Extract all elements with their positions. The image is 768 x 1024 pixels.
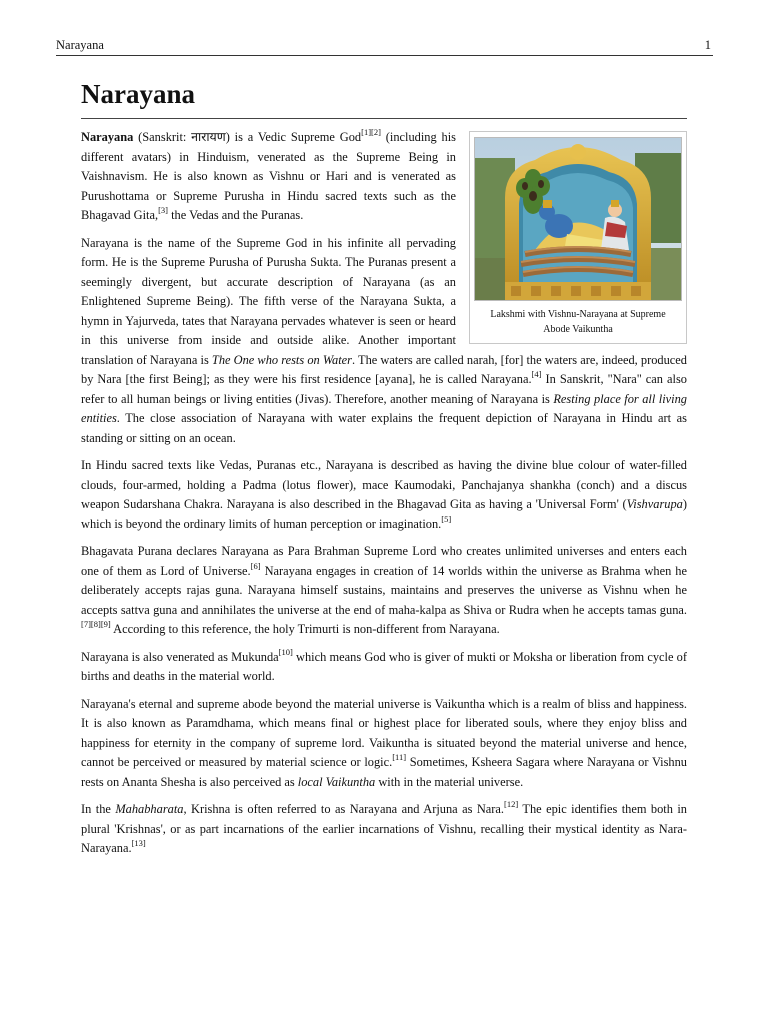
title-divider [81,118,687,119]
text-run: Bhagavata Purana declares Narayana as Para Brahman Supreme Lord who creates unlimited universes and enters each one of them as Lord of Universe. [81,544,687,578]
citation-ref[interactable]: [6] [250,560,261,571]
text-run: Sometimes, Ksheera Sagara where Narayana or Vishnu rests on Ananta Shesha is also perceived as [81,755,687,789]
citation-ref[interactable]: [5] [441,513,452,524]
article-body [81,128,687,867]
text-run: the Vedas and the Puranas. [168,208,304,222]
citation-ref[interactable]: [4] [531,369,542,379]
running-header-title: Narayana [56,38,104,52]
italic-term: Vishvarupa [626,497,683,511]
figure-caption: Lakshmi with Vishnu-Narayana at Supreme Abode Vaikuntha [490,309,666,335]
paragraph [81,800,687,859]
text-run: Narayana's eternal and supreme abode beyond the material universe is Vaikuntha which is a realm of bliss and happiness. It is also known as Paramdhama, which means final or highest place for liberated souls, where they enjoy bliss and happiness for eternity in the company of supreme lord. Vaikuntha is situated beyond the material universe and hence, cannot be perceived or measured by material science or logic. [81,696,687,769]
text-run: (Sanskrit: [133,130,192,144]
citation-ref[interactable]: [7][8][9] [81,619,111,629]
text-run: . The waters are called narah, [for] the waters are, indeed, produced by Nara [the first Being]; as they were his first residence [ayana], he is called Narayana. [81,352,687,386]
text-run: (including his different avatars) in Hinduism, venerated as the Supreme Being in Vaishnavism. He is also known as Vishnu or Hari and is venerated as Purushottama or Supreme Purusha in Hindu sacred texts such as the Bhagavad Gita, [81,130,456,222]
text-run: The epic identifies them both in plural 'Krishnas', or as part incarnations of the earlier incarnations of Vishnu, recalling their mystical identity as Nara-Narayana. [81,802,688,855]
italic-term: Mahabharata [115,802,184,816]
figure-box [469,131,687,344]
text-run: नारायण [191,130,226,144]
text-run: In Hindu sacred texts like Vedas, Puranas etc., Narayana is described as having the divine blue colour of water-filled clouds, four-armed, holding a Padma (lotus flower), mace Kaumodaki, Panchajanya shankha (conch) and a discus weapon Sudarshana Chakra. Narayana is also described in the Bhagavad Gita as having a 'Universal Form' ( [81,458,687,511]
citation-ref[interactable]: [11] [392,752,407,762]
text-run: In the [81,802,116,816]
text-run: which means God who is giver of mukti or Moksha or liberation from cycle of births and deaths in the material world. [81,649,687,683]
citation-ref[interactable]: [10] [278,646,293,657]
text-run: Narayana engages in creation of 14 worlds within the universe as Brahma when he deliberately accepts rajas guna. Narayana himself sustains, maintains and preserves the universe as Vishnu when he accepts sattva guna and annihilates the universe at the end of maha-kalpa as Shiva or Rudra when he accepts tamas guna. [81,563,687,617]
paragraph [81,648,687,687]
text-run: Narayana is the name of the Supreme God in his infinite all pervading form. He is the Supreme Purusha of Purusha Sukta. The Puranas present a seemingly divergent, but accurate description of Narayana (as an Enlightened Supreme Being). The fifth verse of the Narayana Sukta, a hymn in Yajurveda, tates that Narayana pervades whatever is seen or heard in this universe from inside and outside alike. Another important translation of Narayana is [81,235,456,367]
citation-ref[interactable]: [3] [158,205,168,215]
paragraph [81,456,687,534]
text-run: with in the material universe. [375,774,524,789]
temple-sculpture-image [474,137,682,301]
citation-ref[interactable]: [1][2] [361,127,381,137]
bold-term: Narayana [81,130,134,144]
paragraph [81,542,687,640]
text-run: , Krishna is often referred to as Narayana and Arjuna as Nara. [183,802,505,816]
text-run: Narayana is also venerated as Mukunda [81,649,279,664]
paragraph [81,695,687,793]
page-number: 1 [704,38,711,52]
text-run: According to this reference, the holy Trimurti is non-different from Narayana. [110,622,500,636]
italic-term: The One who rests on Water [211,352,352,367]
italic-term: Resting place for all living entities [81,391,688,425]
text-run: . The close association of Narayana with water explains the frequent depiction of Narayana in Hindu art as standing or sitting on an ocean. [81,411,687,445]
text-run: In Sanskrit, "Nara" can also refer to all human beings or living entities (Jivas). Therefore, another meaning of Narayana is [81,372,687,406]
text-run: ) is a Vedic Supreme God [225,130,362,144]
running-header [56,37,713,56]
citation-ref[interactable]: [13] [131,838,146,848]
citation-ref[interactable]: [12] [504,799,519,809]
text-run: ) which is beyond the ordinary limits of human perception or imagination. [81,497,687,531]
article-title: Narayana [81,79,195,109]
italic-term: local Vaikuntha [297,774,376,789]
